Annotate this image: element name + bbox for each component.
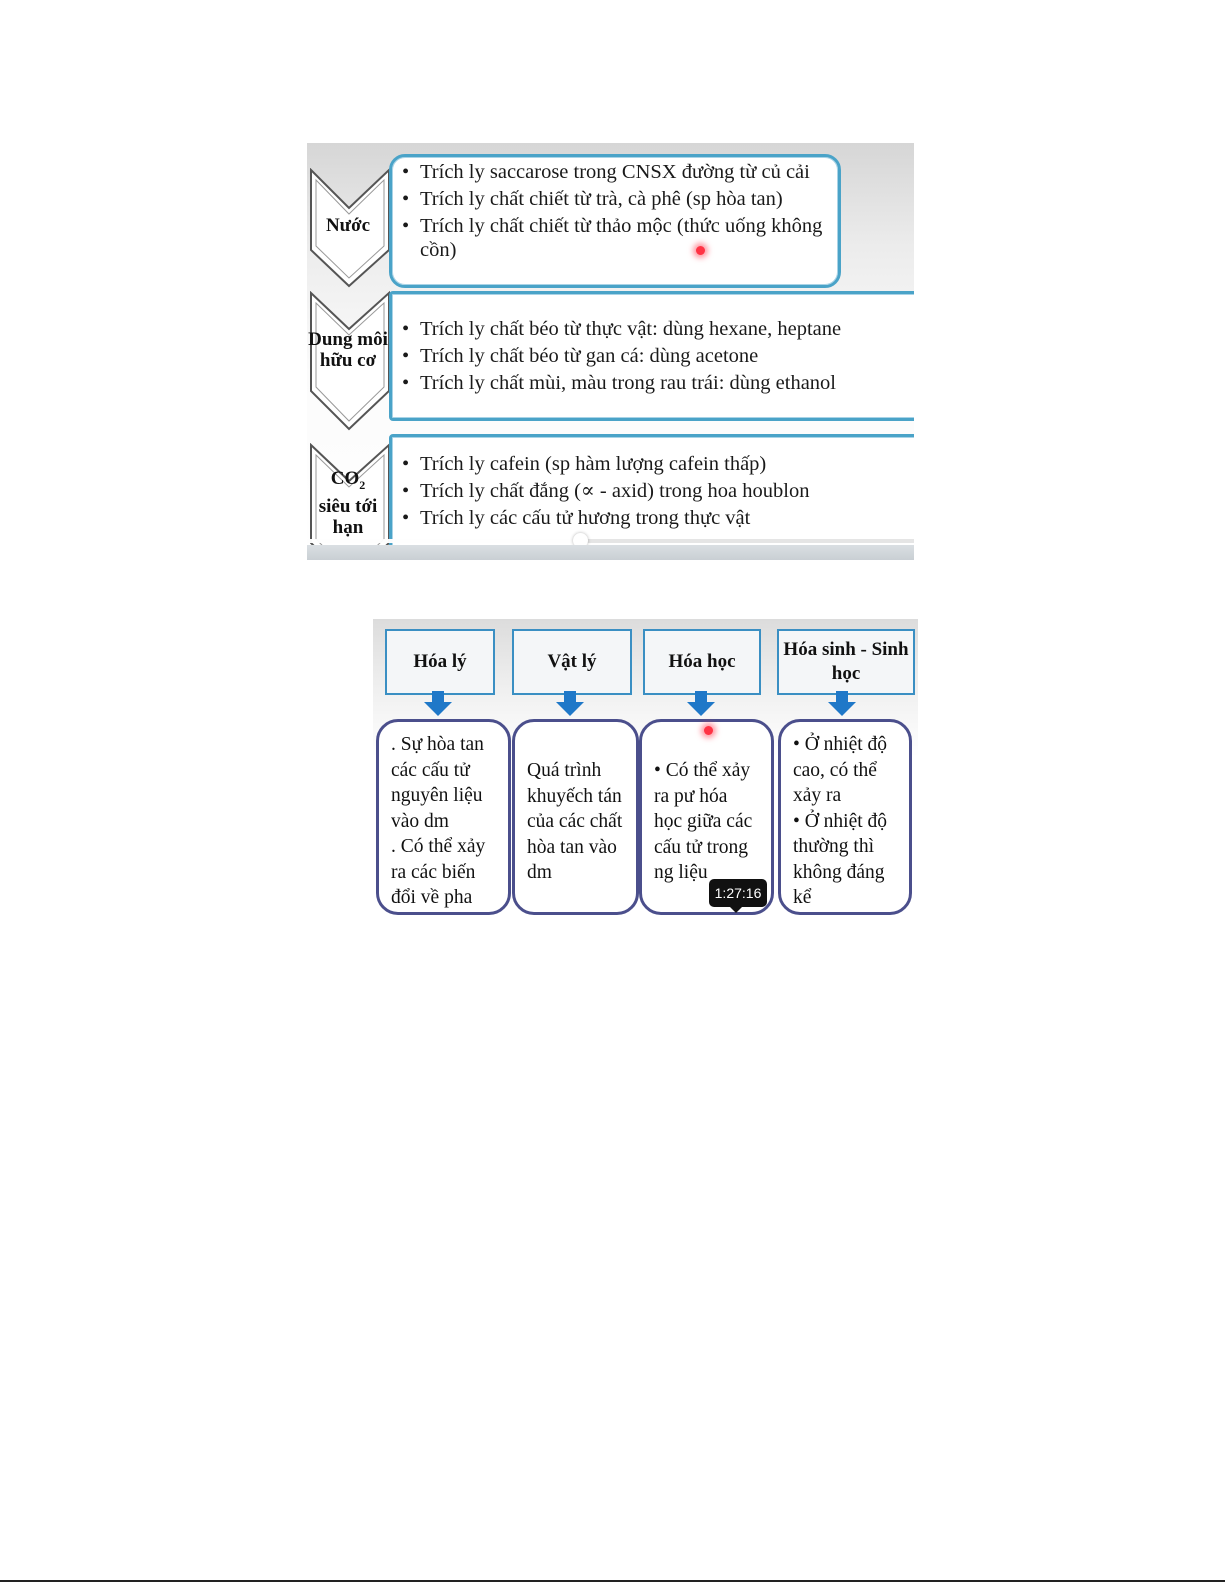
card-line: • Ở nhiệt độ [793, 734, 888, 755]
extraction-solvents-slide [307, 143, 914, 560]
organic-solvent-uses-box [389, 291, 914, 421]
video-progress-played [307, 539, 580, 543]
card-physical [512, 719, 639, 915]
video-timestamp-tooltip: 1:27:16 [709, 879, 767, 907]
arrow-down-icon [686, 691, 716, 717]
row-label-water: Nước [325, 215, 371, 236]
card-line: của các chất [527, 811, 623, 832]
list-item: • Trích ly chất béo từ gan cá: dùng acetone [392, 344, 914, 368]
list-item: • Trích ly các cấu tử hương trong thực vật [392, 506, 914, 530]
co2-subscript: 2 [359, 477, 366, 492]
card-line: • Ở nhiệt độ [793, 810, 888, 832]
row-label-organic-solvent: Dung môi hữu cơ [308, 329, 388, 371]
list-item: • Trích ly chất mùi, màu trong rau trái: dùng ethanol [392, 371, 914, 395]
card-line: khuyếch tán [527, 785, 622, 807]
list-item: • Trích ly cafein (sp hàm lượng cafein thấp) [392, 452, 914, 476]
list-item: • Trích ly saccarose trong CNSX đường từ củ cải [392, 160, 838, 184]
card-line: ra các biến [391, 861, 476, 883]
card-line: Quá trình [527, 760, 602, 781]
list-item: • Trích ly chất béo từ thực vật: dùng hexane, heptane [392, 317, 914, 341]
laser-pointer-icon [696, 246, 705, 255]
category-physicochemical: Hóa lý [385, 629, 495, 695]
supercritical-text: siêu tới hạn [318, 495, 378, 538]
extraction-process-types-slide [373, 619, 918, 925]
card-line: . Sự hòa tan [391, 734, 484, 755]
video-control-bar [307, 545, 914, 560]
card-physicochemical [376, 719, 511, 915]
card-line: cao, có thể [793, 759, 877, 781]
tooltip-pointer [730, 907, 742, 913]
card-line: . Có thể xảy [391, 836, 486, 857]
list-item: • Trích ly chất chiết từ trà, cà phê (sp hòa tan) [392, 187, 838, 211]
card-line: không đáng [793, 861, 885, 883]
card-line: dm [527, 862, 552, 883]
category-physical: Vật lý [512, 629, 632, 695]
arrow-down-icon [555, 691, 585, 717]
card-line: ra pư hóa [654, 785, 728, 807]
category-chemical: Hóa học [643, 629, 761, 695]
card-line: các cấu tử [391, 759, 470, 781]
card-line: ng liệu [654, 862, 708, 883]
card-biochemical [778, 719, 912, 915]
card-line: nguyên liệu [391, 785, 483, 806]
card-line: cấu tử trong [654, 836, 748, 858]
card-line: hòa tan vào [527, 836, 617, 858]
category-biochemical: Hóa sinh - Sinh học [777, 629, 915, 695]
page-bottom-border [0, 1580, 1225, 1582]
arrow-down-icon [827, 691, 857, 717]
card-line: đổi về pha [391, 887, 473, 908]
row-label-supercritical-co2 [307, 468, 389, 538]
card-line: kể [793, 887, 812, 908]
card-line: thường thì [793, 836, 875, 857]
card-line: vào dm [391, 810, 449, 832]
laser-pointer-icon [704, 726, 713, 735]
card-line: • Có thể xảy [654, 760, 751, 781]
list-item: • Trích ly chất chiết từ thảo mộc (thức uống không cồn) [392, 214, 838, 262]
water-uses-box [389, 154, 841, 288]
co2-text: CO [330, 468, 360, 489]
card-line: học giữa các [654, 811, 753, 832]
arrow-down-icon [423, 691, 453, 717]
card-line: xảy ra [793, 785, 842, 806]
list-item: • Trích ly chất đắng (∝ - axid) trong hoa houblon [392, 479, 914, 503]
